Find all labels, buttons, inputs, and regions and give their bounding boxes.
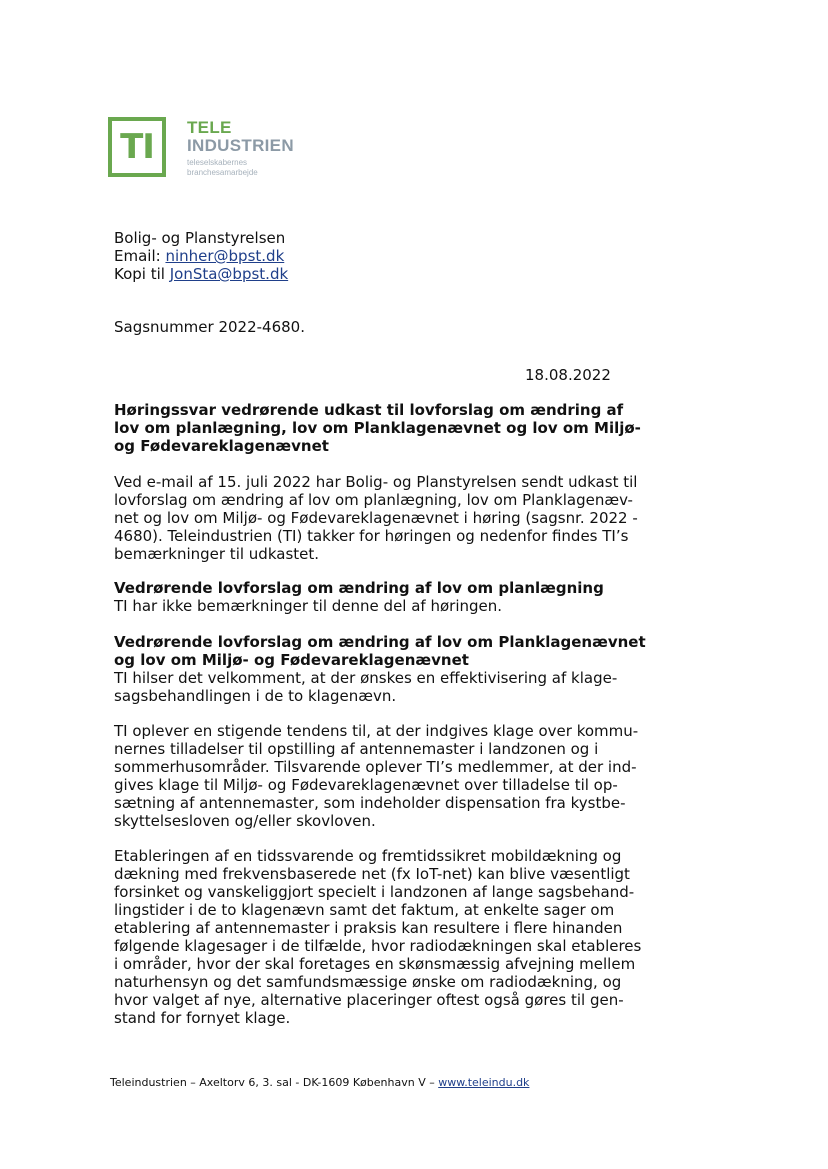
copy-email-link[interactable]: JonSta@bpst.dk	[169, 265, 289, 283]
recipient-name: Bolig- og Planstyrelsen	[114, 229, 286, 247]
paragraph-line: net og lov om Miljø- og Fødevareklagenævnet i høring (sagsnr. 2022 -	[114, 509, 638, 527]
logo-line2: INDUSTRIEN	[187, 136, 294, 155]
section-heading: Vedrørende lovforslag om ændring af lov om Planklagenævnet	[114, 633, 646, 651]
title-line: Høringssvar vedrørende udkast til lovforslag om ændring af	[114, 401, 624, 419]
paragraph-line: Etableringen af en tidssvarende og fremtidssikret mobildækning og	[114, 847, 622, 865]
paragraph-line: skyttelsesloven og/eller skovloven.	[114, 812, 376, 830]
section-complaints-boards	[114, 633, 644, 705]
paragraph-line: lingstider i de to klagenævn samt det faktum, at enkelte sager om	[114, 901, 615, 919]
paragraph-line: Ved e-mail af 15. juli 2022 har Bolig- og Planstyrelsen sendt udkast til	[114, 473, 638, 491]
paragraph-line: etablering af antennemaster i praksis kan resultere i flere hinanden	[114, 919, 623, 937]
footer-website-link[interactable]: www.teleindu.dk	[438, 1076, 530, 1089]
paragraph-trend	[114, 722, 644, 830]
section-body: TI har ikke bemærkninger til denne del af høringen.	[114, 597, 503, 615]
paragraph-line: TI oplever en stigende tendens til, at der indgives klage over kommu-	[114, 722, 639, 740]
title-line: og Fødevareklagenævnet	[114, 437, 329, 455]
paragraph-line: nernes tilladelser til opstilling af antennemaster i landzonen og i	[114, 740, 599, 758]
recipient-copy-line	[114, 265, 288, 283]
logo-mark	[108, 117, 166, 177]
page-footer	[110, 1076, 529, 1090]
paragraph-line: følgende klagesager i de tilfælde, hvor radiodækningen skal etableres	[114, 937, 642, 955]
section-heading: og lov om Miljø- og Fødevareklagenævnet	[114, 651, 469, 669]
section-heading: Vedrørende lovforslag om ændring af lov om planlægning	[114, 579, 604, 597]
section-planning	[114, 579, 644, 615]
email-link[interactable]: ninher@bpst.dk	[165, 247, 285, 265]
logo-mark-text: TI	[120, 127, 154, 167]
letter-title	[114, 401, 644, 455]
footer-address: Teleindustrien – Axeltorv 6, 3. sal - DK-1609 København V –	[110, 1076, 435, 1089]
logo-sub1: teleselskabernes	[187, 158, 248, 167]
paragraph-line: dækning med frekvensbaserede net (fx IoT-net) kan blive væsentligt	[114, 865, 630, 883]
paragraph-line: naturhensyn og det samfundsmæssige ønske om radiodækning, og	[114, 973, 622, 991]
recipient-email-line	[114, 247, 284, 265]
paragraph-line: i områder, hvor der skal foretages en skønsmæssig afvejning mellem	[114, 955, 636, 973]
paragraph-line: sommerhusområder. Tilsvarende oplever TI’s medlemmer, at der ind-	[114, 758, 637, 776]
intro-paragraph	[114, 473, 644, 563]
paragraph-line: 4680). Teleindustrien (TI) takker for høringen og nedenfor findes TI’s	[114, 527, 629, 545]
paragraph-line: sætning af antennemaster, som indeholder dispensation fra kystbe-	[114, 794, 626, 812]
paragraph-line: forsinket og vanskeliggjort specielt i landzonen af lange sagsbehand-	[114, 883, 635, 901]
paragraph-line: bemærkninger til udkastet.	[114, 545, 320, 563]
logo-wordmark	[187, 119, 347, 178]
letter-date: 18.08.2022	[525, 366, 611, 384]
paragraph-line: lovforslag om ændring af lov om planlægning, lov om Planklagenæv-	[114, 491, 633, 509]
paragraph-line: stand for fornyet klage.	[114, 1009, 291, 1027]
logo-sub2: branchesamarbejde	[187, 168, 258, 177]
paragraph-coverage	[114, 847, 644, 1027]
logo-line1: TELE	[187, 118, 232, 137]
email-label: Email:	[114, 247, 161, 265]
paragraph-line: hvor valget af nye, alternative placeringer oftest også gøres til gen-	[114, 991, 624, 1009]
paragraph-line: gives klage til Miljø- og Fødevareklagenævnet over tilladelse til op-	[114, 776, 618, 794]
section-body: sagsbehandlingen i de to klagenævn.	[114, 687, 397, 705]
copy-label: Kopi til	[114, 265, 165, 283]
title-line: lov om planlægning, lov om Planklagenævnet og lov om Miljø-	[114, 419, 641, 437]
case-number: Sagsnummer 2022-4680.	[114, 318, 305, 336]
section-body: TI hilser det velkomment, at der ønskes en effektivisering af klage-	[114, 669, 618, 687]
